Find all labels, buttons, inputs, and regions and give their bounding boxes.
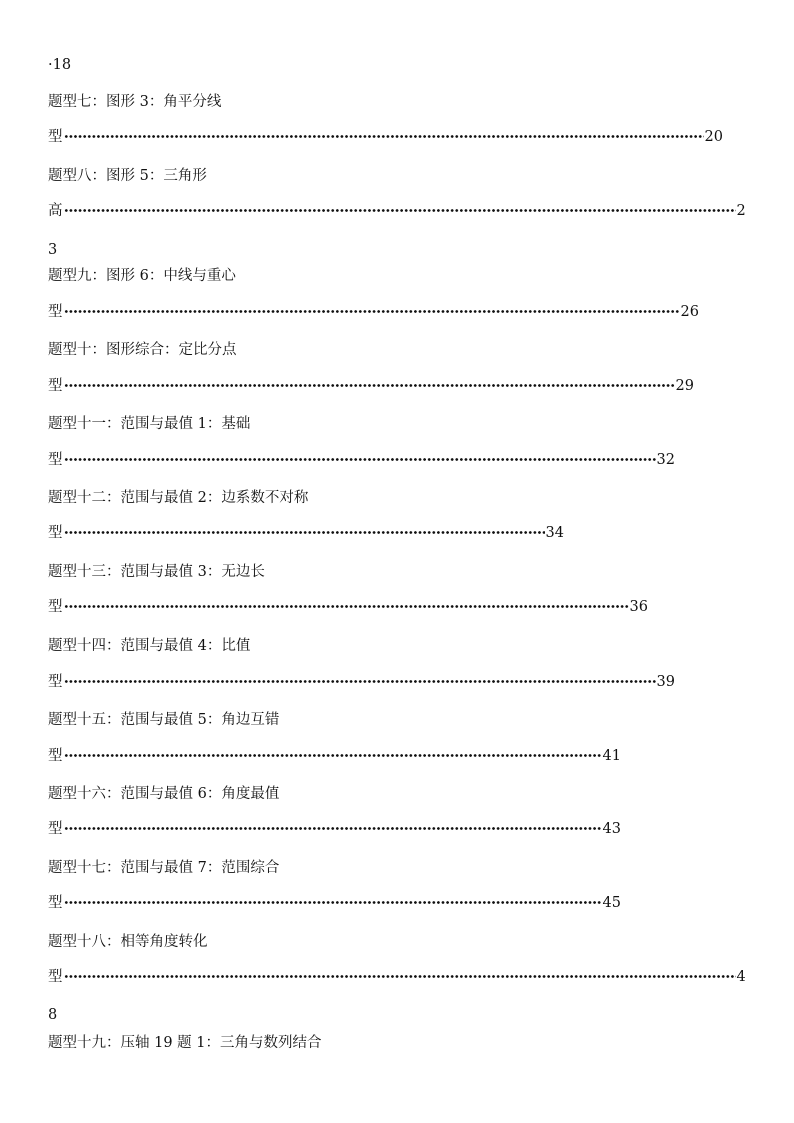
toc-entry-8-leader[interactable]: [48, 202, 746, 220]
toc-entry-10-prefix: 型: [48, 378, 63, 394]
toc-entry-19-title[interactable]: 题型十九：压轴 19 题 1：三角与数列结合: [48, 1035, 322, 1051]
toc-entry-17-title[interactable]: 题型十七：范围与最值 7：范围综合: [48, 860, 280, 876]
toc-entry-7-leader[interactable]: [48, 128, 723, 146]
toc-entry-13-title[interactable]: 题型十三：范围与最值 3：无边长: [48, 564, 265, 580]
toc-entry-18-title[interactable]: 题型十八：相等角度转化: [48, 934, 208, 950]
toc-entry-11-page: 32: [656, 452, 675, 468]
dot-leader: [64, 680, 656, 683]
dot-leader: [64, 605, 629, 608]
toc-entry-18-page: 4: [736, 969, 746, 985]
toc-entry-14-page: 39: [656, 674, 675, 690]
toc-entry-14-prefix: 型: [48, 674, 63, 690]
toc-entry-16-title[interactable]: 题型十六：范围与最值 6：角度最值: [48, 786, 280, 802]
toc-entry-16-leader[interactable]: [48, 820, 621, 838]
dot-leader: [64, 135, 704, 138]
toc-entry-9-leader[interactable]: [48, 303, 699, 321]
toc-entry-10-title[interactable]: 题型十：图形综合：定比分点: [48, 342, 237, 358]
dot-leader: [64, 310, 680, 313]
toc-entry-8-page: 2: [736, 203, 746, 219]
dot-leader: [64, 827, 602, 830]
toc-entry-18-prefix: 型: [48, 969, 63, 985]
toc-entry-11-prefix: 型: [48, 452, 63, 468]
toc-entry-10-leader[interactable]: [48, 377, 694, 395]
toc-entry-15-page: 41: [602, 748, 621, 764]
toc-entry-12-leader[interactable]: [48, 524, 564, 542]
toc-entry-7-page: 20: [704, 129, 723, 145]
toc-entry-9-page: 26: [680, 304, 699, 320]
toc-entry-13-prefix: 型: [48, 599, 63, 615]
toc-entry-18-leader[interactable]: [48, 968, 746, 986]
toc-entry-8-prefix: 高: [48, 203, 63, 219]
toc-entry-8-page-cont: 3: [48, 242, 58, 258]
toc-entry-9-prefix: 型: [48, 304, 63, 320]
toc-entry-16-page: 43: [602, 821, 621, 837]
toc-entry-17-leader[interactable]: [48, 894, 621, 912]
toc-entry-13-leader[interactable]: [48, 598, 648, 616]
dot-leader: [64, 384, 675, 387]
toc-entry-14-leader[interactable]: [48, 673, 675, 691]
toc-entry-10-page: 29: [675, 378, 694, 394]
toc-entry-16-prefix: 型: [48, 821, 63, 837]
toc-fragment-start: ·18: [48, 57, 72, 73]
toc-entry-12-page: 34: [545, 525, 564, 541]
dot-leader: [64, 975, 736, 978]
toc-entry-7-title[interactable]: 题型七：图形 3：角平分线: [48, 94, 222, 110]
toc-entry-17-page: 45: [602, 895, 621, 911]
toc-entry-15-title[interactable]: 题型十五：范围与最值 5：角边互错: [48, 712, 280, 728]
dot-leader: [64, 754, 602, 757]
dot-leader: [64, 531, 545, 534]
toc-entry-9-title[interactable]: 题型九：图形 6：中线与重心: [48, 268, 236, 284]
toc-entry-14-title[interactable]: 题型十四：范围与最值 4：比值: [48, 638, 251, 654]
toc-entry-13-page: 36: [629, 599, 648, 615]
toc-entry-12-title[interactable]: 题型十二：范围与最值 2：边系数不对称: [48, 490, 309, 506]
toc-entry-11-leader[interactable]: [48, 451, 675, 469]
toc-entry-17-prefix: 型: [48, 895, 63, 911]
toc-entry-15-prefix: 型: [48, 748, 63, 764]
toc-entry-11-title[interactable]: 题型十一：范围与最值 1：基础: [48, 416, 251, 432]
toc-entry-15-leader[interactable]: [48, 747, 621, 765]
dot-leader: [64, 209, 736, 212]
toc-entry-7-prefix: 型: [48, 129, 63, 145]
toc-entry-18-page-cont: 8: [48, 1007, 58, 1023]
dot-leader: [64, 901, 602, 904]
toc-entry-8-title[interactable]: 题型八：图形 5：三角形: [48, 168, 207, 184]
toc-entry-12-prefix: 型: [48, 525, 63, 541]
dot-leader: [64, 458, 656, 461]
